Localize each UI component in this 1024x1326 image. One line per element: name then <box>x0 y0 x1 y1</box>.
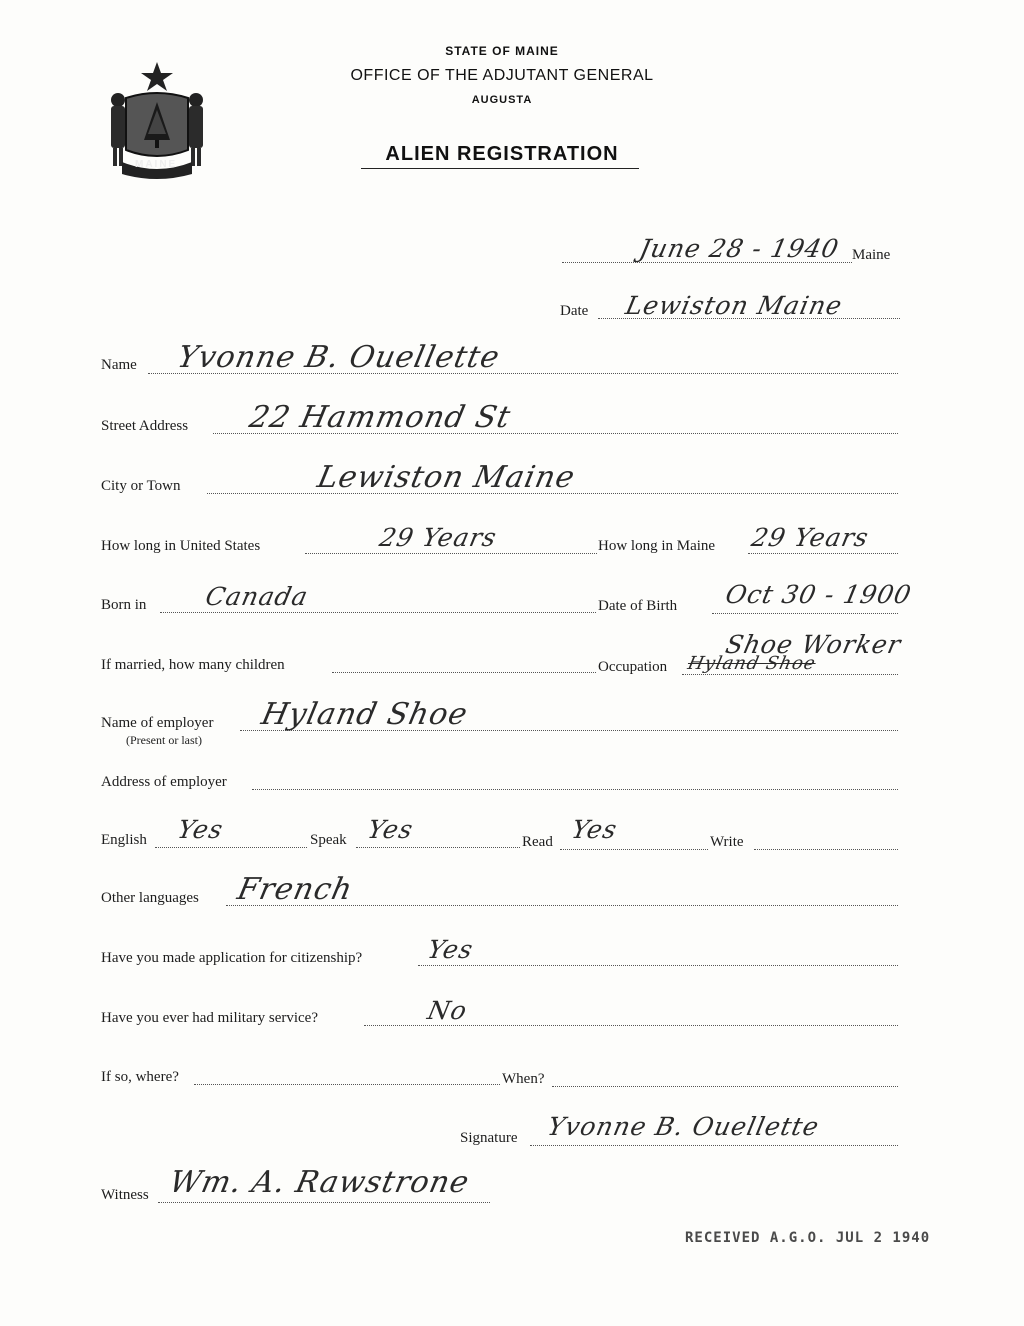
witness-value: Wm. A. Rawstrone <box>166 1165 473 1200</box>
date-of-birth-label: Date of Birth <box>598 598 678 614</box>
name-label: Name <box>101 357 137 373</box>
other-languages-value: French <box>234 872 357 907</box>
seal-text: MAINE <box>135 159 178 170</box>
speak-label: Speak <box>310 832 347 848</box>
header-office: OFFICE OF THE ADJUTANT GENERAL <box>350 67 654 84</box>
read-value: Yes <box>568 815 621 844</box>
citizenship-value: Yes <box>424 935 477 964</box>
citizenship-label: Have you made application for citizenship? <box>101 950 363 966</box>
write-label: Write <box>710 834 744 850</box>
maine-suffix-label: Maine <box>852 247 891 263</box>
military-label: Have you ever had military service? <box>101 1010 318 1026</box>
how-long-maine-label: How long in Maine <box>598 538 716 554</box>
header-state: STATE OF MAINE <box>445 44 559 58</box>
years-us-value: 29 Years <box>376 523 500 552</box>
english-label: English <box>101 832 147 848</box>
other-languages-label: Other languages <box>101 890 199 906</box>
occupation-struck-value: Hyland Shoe <box>685 653 818 674</box>
witness-label: Witness <box>101 1187 149 1203</box>
occupation-value: Shoe Worker <box>722 630 905 659</box>
when-label: When? <box>502 1071 545 1087</box>
street-label: Street Address <box>101 418 189 434</box>
occupation-label: Occupation <box>598 659 668 675</box>
military-value: No <box>424 996 471 1025</box>
signature-value: Yvonne B. Ouellette <box>544 1112 823 1141</box>
street-value: 22 Hammond St <box>246 400 515 435</box>
if-so-where-label: If so, where? <box>101 1069 179 1085</box>
children-label: If married, how many children <box>101 657 285 673</box>
english-value: Yes <box>174 815 227 844</box>
years-maine-value: 29 Years <box>748 523 872 552</box>
date-value: June 28 - 1940 <box>636 234 842 263</box>
employer-note: (Present or last) <box>126 733 202 747</box>
employer-address-label: Address of employer <box>101 774 227 790</box>
how-long-us-label: How long in United States <box>101 538 261 554</box>
date-place-value: Lewiston Maine <box>622 291 846 320</box>
employer-label: Name of employer <box>101 715 214 731</box>
read-label: Read <box>522 834 553 850</box>
title-underline <box>361 168 639 169</box>
form-title: ALIEN REGISTRATION <box>385 143 619 165</box>
date-label: Date <box>560 303 589 319</box>
received-stamp: RECEIVED A.G.O. JUL 2 1940 <box>685 1230 931 1246</box>
born-in-value: Canada <box>202 582 312 611</box>
employer-value: Hyland Shoe <box>258 697 472 732</box>
date-of-birth-value: Oct 30 - 1900 <box>722 580 915 609</box>
signature-label: Signature <box>460 1130 518 1146</box>
city-value: Lewiston Maine <box>314 460 579 495</box>
born-in-label: Born in <box>101 597 147 613</box>
city-label: City or Town <box>101 478 181 494</box>
header-city: AUGUSTA <box>471 94 533 106</box>
speak-value: Yes <box>364 815 417 844</box>
name-value: Yvonne B. Ouellette <box>174 340 504 375</box>
